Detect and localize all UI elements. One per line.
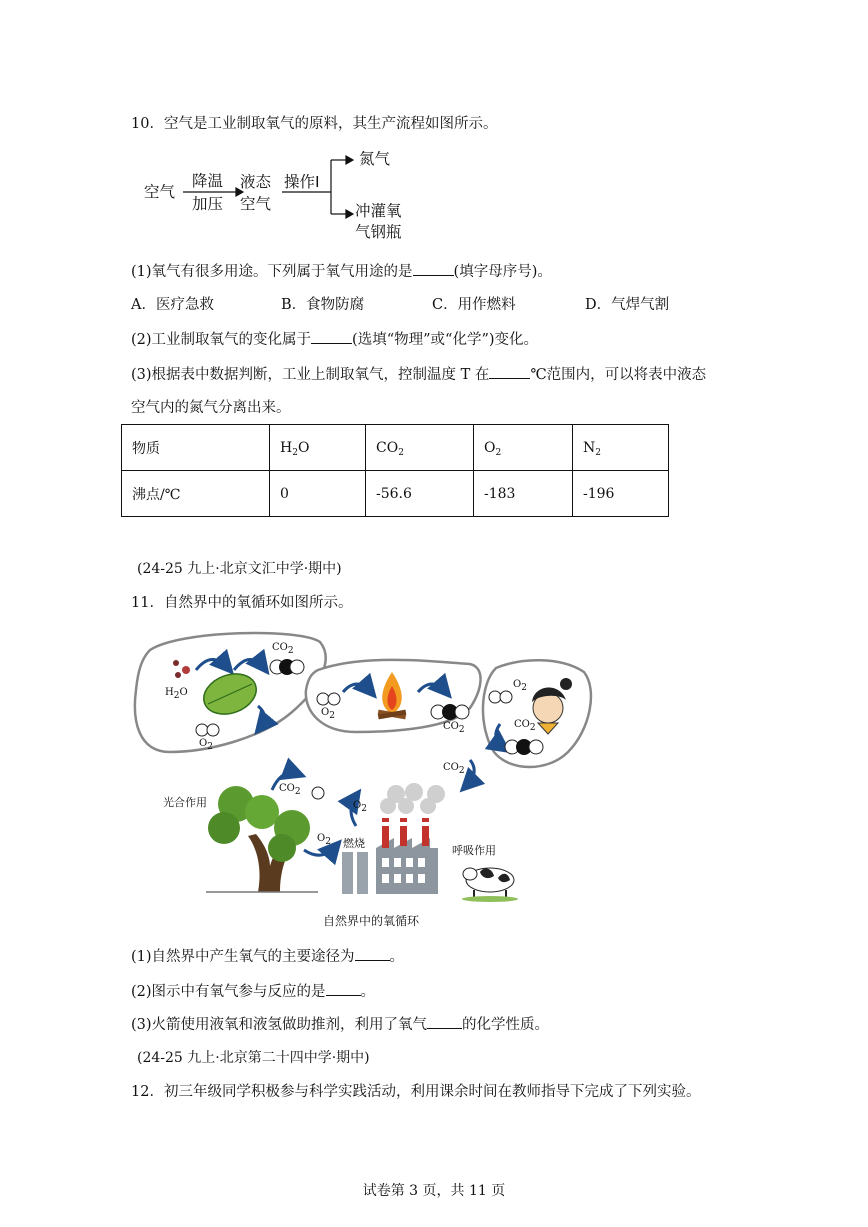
combustion-label: 燃烧 [343,837,365,850]
cool-label: 降温 [192,172,224,190]
q11-sub2-suffix: 。 [360,984,376,1000]
co2-label: $CO_2$ [443,762,465,776]
o2-label: $O_2$ [353,800,367,814]
photosynthesis-label: 光合作用 [163,796,207,809]
co2-label: $CO_2$ [514,719,536,733]
table-cell: -56.6 [366,471,474,517]
o2-label: $O_2$ [199,738,213,752]
operation-label: 操作Ⅰ [284,173,320,191]
table-cell: 0 [270,471,366,517]
table-cell: -196 [573,471,669,517]
option-d: D．气焊气割 [585,297,670,313]
table-cell: -183 [474,471,573,517]
oxygen-cylinder-label-1: 冲灌氧 [355,202,402,220]
co2-label: $CO_2$ [443,721,465,735]
table-cell: $O_2$ [474,425,573,471]
q10-sub1-text: (1)氧气有很多用途。下列属于氧气用途的是 [131,264,413,280]
q10-sub1-suffix: (填字母序号)。 [453,264,552,280]
table-cell: $H_2O$ [270,425,366,471]
pressurize-label: 加压 [192,195,224,213]
q11-sub3 [131,1014,549,1035]
q11-sub2-text: (2)图示中有氧气参与反应的是 [131,984,326,1000]
q11-source: (24-25 九上·北京文汇中学·期中) [137,561,342,577]
co2-label: $CO_2$ [279,783,301,797]
answer-blank[interactable] [326,981,361,996]
oxygen-cylinder-label-2: 气钢瓶 [355,223,402,241]
diagram-caption: 自然界中的氧循环 [323,914,420,928]
table-cell: 物质 [122,425,270,471]
q12-source: (24-25 九上·北京第二十四中学·期中) [137,1050,370,1066]
q12-title: 12．初三年级同学积极参与科学实践活动，利用课余时间在教师指导下完成了下列实验。 [131,1084,701,1100]
h2o-label: $H_2O$ [165,687,188,701]
respiration-label: 呼吸作用 [452,844,496,857]
option-c: C．用作燃料 [432,297,516,313]
q10-sub2-suffix: (选填“物理”或“化学”)变化。 [352,332,539,348]
table-cell: 沸点/℃ [122,471,270,517]
o2-label: $O_2$ [317,833,331,847]
q10-title: 10．空气是工业制取氧气的原料，其生产流程如图所示。 [131,116,498,132]
q11-title: 11．自然界中的氧循环如图所示。 [131,595,353,611]
q10-sub3-suffix: ℃范围内，可以将表中液态 [530,367,707,383]
co2-label: $CO_2$ [272,642,294,656]
table-cell: $CO_2$ [366,425,474,471]
liquid-label-2: 空气 [240,195,272,213]
q11-sub2 [131,981,375,1002]
o2-label: $O_2$ [321,707,335,721]
q11-sub3-suffix: 的化学性质。 [462,1017,550,1033]
air-label: 空气 [144,183,176,201]
page-footer: 试卷第 3 页，共 11 页 [362,1183,506,1199]
q11-sub3-text: (3)火箭使用液氧和液氢做助推剂，利用了氧气 [131,1017,428,1033]
table-cell: $N_2$ [573,425,669,471]
q10-sub2-text: (2)工业制取氧气的变化属于 [131,332,312,348]
answer-blank[interactable] [355,946,390,961]
answer-blank[interactable] [427,1014,462,1029]
q11-sub1 [131,946,404,967]
q10-sub3-cont: 空气内的氮气分离出来。 [131,400,291,416]
o2-label: $O_2$ [513,679,527,693]
q11-sub1-text: (1)自然界中产生氧气的主要途径为 [131,949,355,965]
q10-sub3-text: (3)根据表中数据判断，工业上制取氧气，控制温度 T 在 [131,367,490,383]
option-a: A．医疗急救 [131,297,214,313]
nitrogen-label: 氮气 [359,150,391,168]
liquid-label-1: 液态 [240,173,272,191]
q11-sub1-suffix: 。 [389,949,405,965]
option-b: B．食物防腐 [281,297,365,313]
